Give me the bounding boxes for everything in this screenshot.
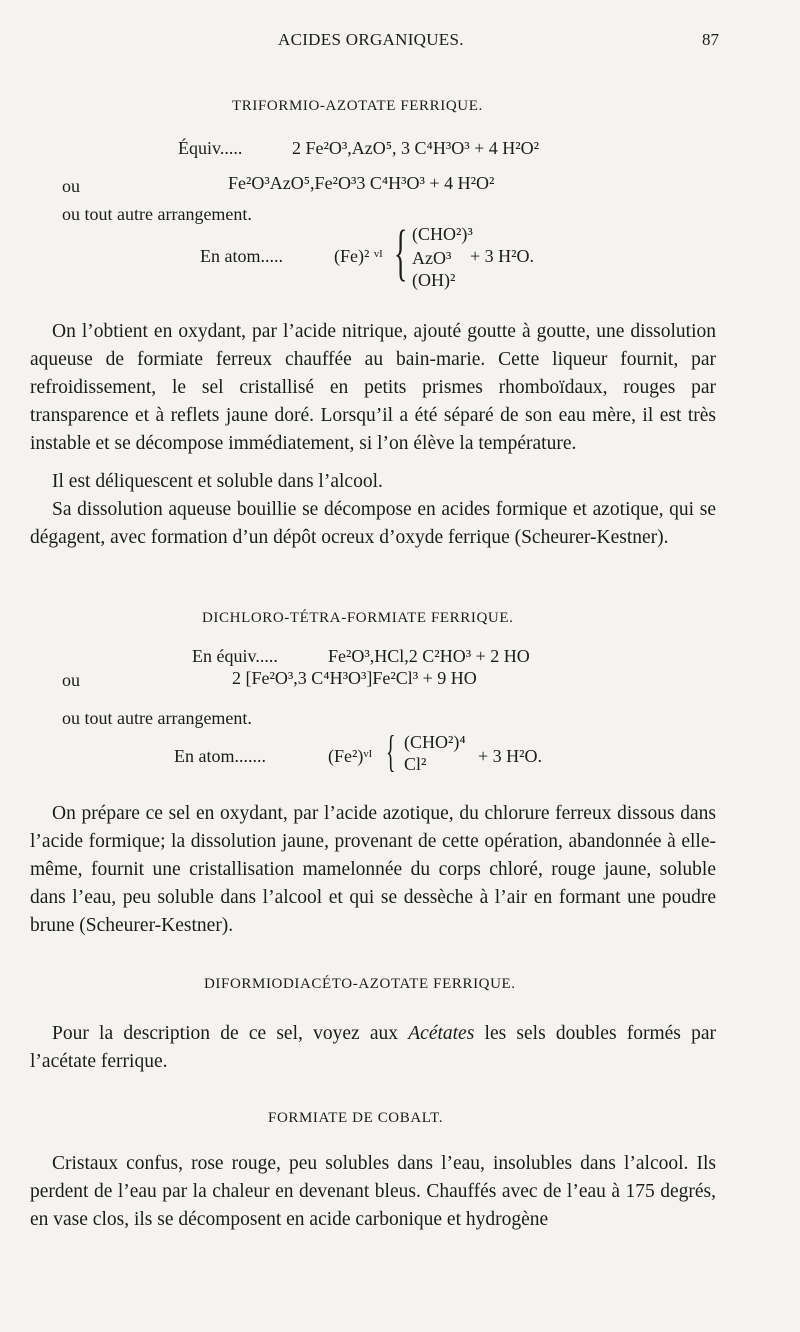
reference-text-before: Pour la description de ce sel, voyez aux (52, 1023, 399, 1044)
paragraph-preparation-2: On prépare ce sel en oxydant, par l’acide azotique, du chlorure ferreux dissous dans l’acide formique; la dissolution jaune, provenant de cette opération, abandonnée à elle-même, fournit une cristallisation mamelonnée du corps chloré, rouge jaune, soluble dans l’eau, peu soluble dans l’alcool et qui se dessèche à l’air en formant une poudre brune (Scheurer-Kestner). (30, 803, 716, 936)
reference-link-acetates: Acétates (408, 1023, 475, 1044)
reference-text-after: les sels doubles formés par l’acétate ferrique. (30, 1023, 717, 1072)
equiv-label-2: En équiv..... (192, 646, 278, 666)
paragraph-cobalt: Cristaux confus, rose rouge, peu solubles dans l’eau, insolubles dans l’alcool. Ils perdent de l’eau par la chaleur en devenant bleus. Chauffés avec de l’eau à 175 degrés, en vase clos, ils se décomposent en acide carbonique et hydrogène (30, 1153, 716, 1230)
paragraph-reference (30, 1020, 716, 1076)
alt-formula: Fe²O³AzO⁵,Fe²O³3 C⁴H³O³ + 4 H²O² (228, 173, 495, 193)
left-brace: { (394, 219, 408, 287)
equiv-label: Équiv..... (178, 138, 243, 158)
atom-line-1: (CHO²)³ (412, 224, 473, 244)
paragraph-preparation: On l’obtient en oxydant, par l’acide nitrique, ajouté goutte à goutte, une dissolution aqueuse de formiate ferreux chauffée au bain-marie. Cette liqueur fournit, par refroidissement, le sel cristallisé en petits prismes rhomboïdaux, rouges par transparence et à reflets jaune doré. Lorsqu’il a été séparé de son eau mère, il est très instable et se décompose immédiatement, si l’on élève la température. (30, 321, 716, 454)
atom-line-2: AzO³ (412, 248, 452, 268)
paragraph-properties: Il est déliquescent et soluble dans l’alcool. (52, 471, 383, 492)
equiv-formula-2: Fe²O³,HCl,2 C²HO³ + 2 HO (328, 646, 530, 666)
section-title-cobalt: FORMIATE DE COBALT. (268, 1110, 444, 1126)
ou-label: ou (62, 176, 80, 196)
paragraph-decomposition: Sa dissolution aqueuse bouillie se décompose en acides formique et azotique, qui se dégagent, avec formation d’un dépôt ocreux d’oxyde ferrique (Scheurer-Kestner). (30, 499, 716, 548)
arrangement-note: ou tout autre arrangement. (62, 204, 252, 224)
atom-prefix: (Fe)² ᵛᴵ (334, 246, 383, 266)
running-title: ACIDES ORGANIQUES. (278, 30, 464, 49)
atom-line-1b: (CHO²)⁴ (404, 732, 466, 752)
ou-label-2: ou (62, 670, 80, 690)
atom-label-2: En atom....... (174, 746, 266, 766)
atom-prefix-2: (Fe²)ᵛᴵ (328, 746, 373, 766)
arrangement-note-2: ou tout autre arrangement. (62, 708, 252, 728)
atom-suffix-2: + 3 H²O. (478, 746, 543, 766)
section-title-triformio: TRIFORMIO-AZOTATE FERRIQUE. (232, 98, 483, 114)
atom-label: En atom..... (200, 246, 283, 266)
left-brace-2: { (386, 727, 396, 776)
atom-line-2b: Cl² (404, 754, 427, 774)
equiv-formula: 2 Fe²O³,AzO⁵, 3 C⁴H³O³ + 4 H²O² (292, 138, 540, 158)
page-number: 87 (702, 30, 719, 49)
section-title-diformio: DIFORMIODIACÉTO-AZOTATE FERRIQUE. (204, 976, 516, 992)
atom-suffix: + 3 H²O. (470, 246, 535, 266)
atom-line-3: (OH)² (412, 270, 456, 290)
alt-formula-2: 2 [Fe²O³,3 C⁴H³O³]Fe²Cl³ + 9 HO (232, 668, 477, 688)
section-title-dichloro: DICHLORO-TÉTRA-FORMIATE FERRIQUE. (202, 610, 514, 626)
